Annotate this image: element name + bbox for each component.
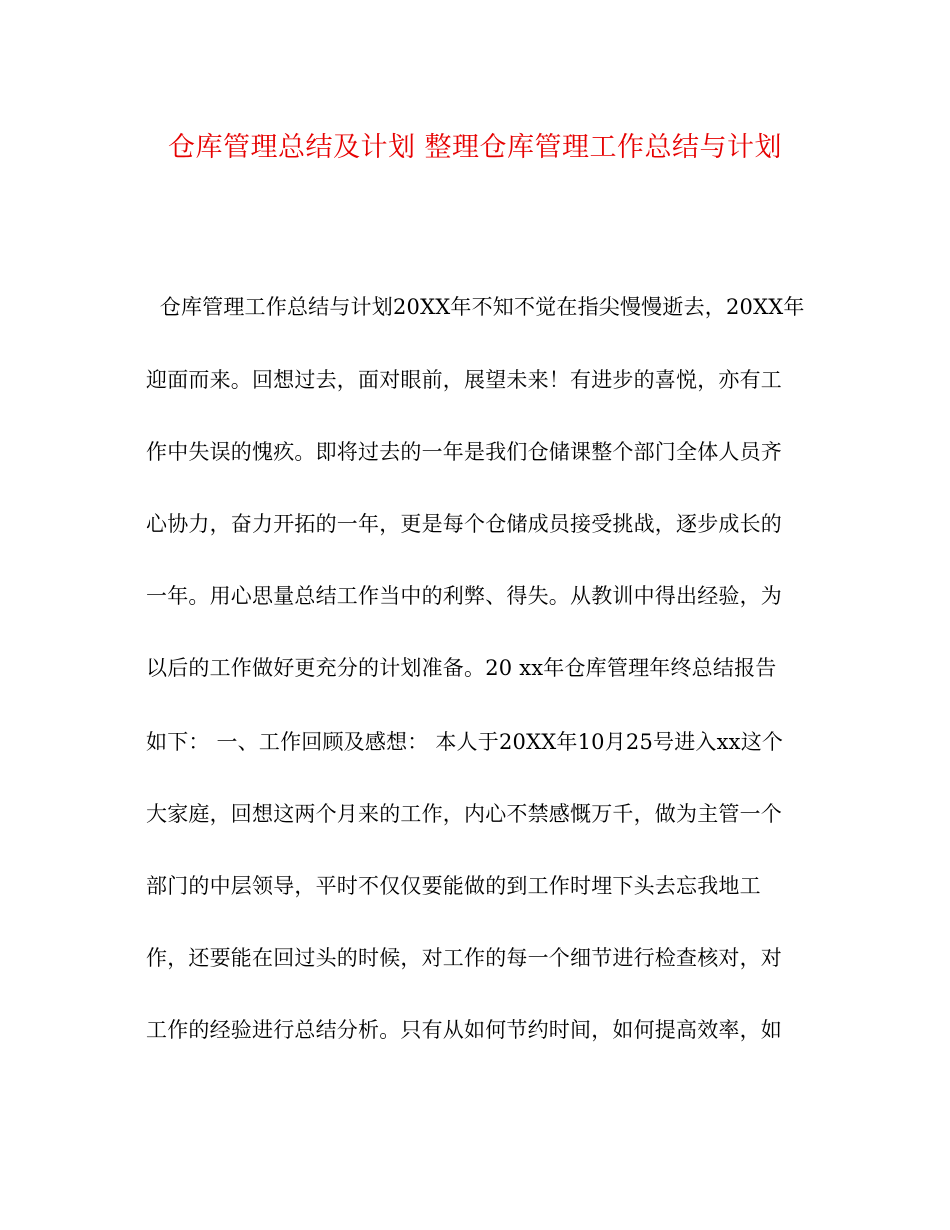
document-title: 仓库管理总结及计划 整理仓库管理工作总结与计划 [167,132,783,163]
body-line-5: 一年。用心思量总结工作当中的利弊、得失。从教训中得出经验，为 [146,584,782,608]
body-line-6: 以后的工作做好更充分的计划准备。20 xx年仓库管理年终总结报告 [146,656,777,680]
body-line-4: 心协力，奋力开拓的一年，更是每个仓储成员接受挑战，逐步成长的 [146,512,782,536]
body-line-9: 部门的中层领导，平时不仅仅要能做的到工作时埋下头去忘我地工 [146,874,761,898]
body-line-3: 作中失误的愧疚。即将过去的一年是我们仓储课整个部门全体人员齐 [146,440,782,464]
body-line-2: 迎面而来。回想过去，面对眼前，展望未来！有进步的喜悦，亦有工 [146,368,782,392]
body-line-1: 仓库管理工作总结与计划20XX年不知不觉在指尖慢慢逝去，20XX年 [146,295,805,319]
body-line-10: 作，还要能在回过头的时候，对工作的每一个细节进行检查核对，对 [146,946,782,970]
body-line-11: 工作的经验进行总结分析。只有从如何节约时间，如何提高效率，如 [146,1018,782,1042]
body-line-8: 大家庭，回想这两个月来的工作，内心不禁感慨万千，做为主管一个 [146,802,782,826]
body-line-7: 如下： 一、工作回顾及感想： 本人于20XX年10月25号进入xx这个 [146,730,784,754]
